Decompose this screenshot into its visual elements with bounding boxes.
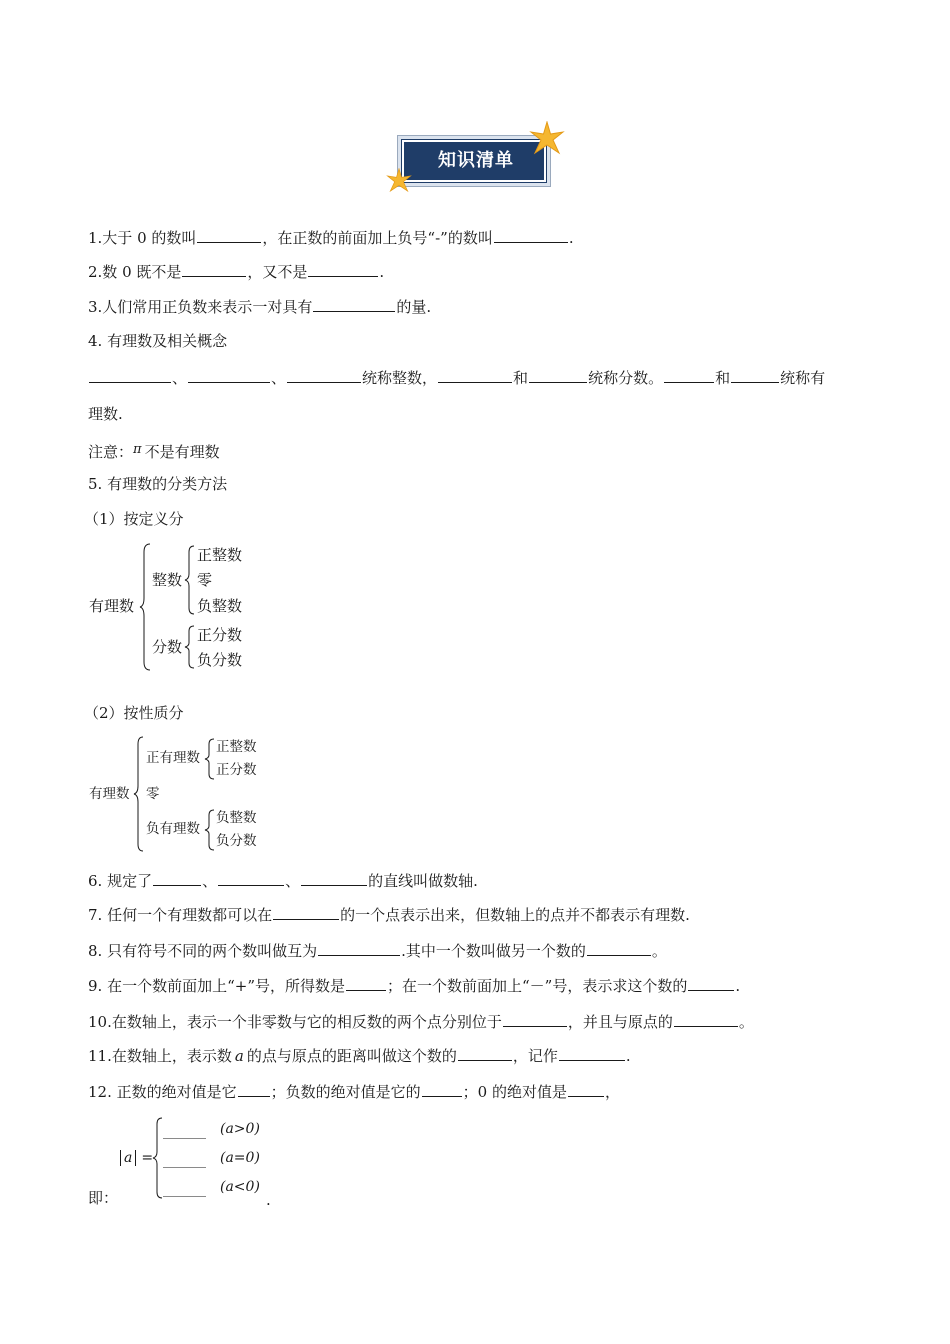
case-1-condition: (a>0) [220,1121,260,1137]
tree1-integer: 整数 [152,571,183,589]
q4-text-e: 统称分数。 [588,369,664,387]
tree1-positive-fraction: 正分数 [197,626,243,644]
case-1-blank[interactable] [163,1138,206,1139]
q12-text-c: ；0 的绝对值是 [462,1083,567,1101]
question-3 [88,297,431,317]
tree1-positive-integer: 正整数 [197,546,243,564]
note-label: 注意： [88,443,134,461]
q9-blank-1[interactable] [346,976,386,991]
abs-a-expression [120,1148,153,1168]
tree2-root: 有理数 [89,786,130,802]
q6-blank-1[interactable] [153,871,201,886]
question-9 [88,976,740,996]
question-5-title: 5. 有理数的分类方法 [88,475,228,493]
q6-blank-3[interactable] [301,871,367,886]
q4-blank-3[interactable] [287,368,361,383]
note-text: 不是有理数 [144,443,220,461]
q11-variable-a: a [234,1047,244,1065]
q4-blank-6[interactable] [664,368,714,383]
formula-end-period: . [266,1191,271,1209]
case-2-blank[interactable] [163,1167,206,1168]
q4-sep: 、 [271,369,287,387]
q11-text-b: 的点与原点的距离叫做这个数的 [246,1047,457,1065]
q12-text-b: ；负数的绝对值是它的 [270,1083,421,1101]
q2-blank-2[interactable] [308,262,378,277]
q2-blank-1[interactable] [182,262,246,277]
q6-text-a: 6. 规定了 [88,872,153,890]
question-8 [88,941,667,961]
q9-text-a: 9. 在一个数前面加上“+”号，所得数是 [88,977,345,995]
q3-text-a: 3.人们常用正负数来表示一对具有 [88,298,313,316]
star-icon [386,168,412,194]
brace-icon [184,624,196,670]
badge-plate [402,140,546,182]
q11-text-d: . [625,1047,631,1065]
tree1-fraction: 分数 [152,638,183,656]
q3-blank-1[interactable] [313,297,395,312]
q11-text-a: 11.在数轴上，表示数 [88,1047,232,1065]
q2-text-a: 2.数 0 既不是 [88,263,182,281]
abs-bars [120,1150,136,1166]
q1-blank-1[interactable] [197,228,261,243]
tree2-negative-rational: 负有理数 [146,821,200,837]
brace-icon [133,735,145,853]
question-1 [88,228,574,248]
q6-sep: 、 [202,872,218,890]
q4-blank-2[interactable] [188,368,270,383]
q4-blank-7[interactable] [731,368,779,383]
tree2-negative-fraction: 负分数 [216,833,257,849]
tree2-zero: 零 [146,786,160,802]
q8-blank-2[interactable] [587,941,651,956]
brace-icon [139,542,153,672]
q1-text-c: . [568,229,574,247]
q6-text-b: 的直线叫做数轴. [368,872,478,890]
q4-text-g: 统称有 [780,369,826,387]
equals-sign: = [141,1150,154,1166]
star-icon [529,121,565,157]
brace-icon [204,808,216,852]
question-2 [88,262,384,282]
brace-icon [204,737,216,781]
q10-blank-2[interactable] [674,1012,738,1027]
question-11 [88,1046,631,1066]
q12-text-d: ， [604,1083,620,1101]
q11-text-c: ，记作 [512,1047,558,1065]
q4-text-f: 和 [715,369,731,387]
q10-text-a: 10.在数轴上，表示一个非零数与它的相反数的两个点分别位于 [88,1013,502,1031]
tree1-negative-fraction: 负分数 [197,651,243,669]
q4-text-c: 统称整数， [362,369,438,387]
q4-blank-4[interactable] [438,368,512,383]
tree2-positive-rational: 正有理数 [146,750,200,766]
q10-blank-1[interactable] [503,1012,567,1027]
tree2-positive-integer: 正整数 [216,739,257,755]
pi-symbol: π [133,442,142,457]
q8-blank-1[interactable] [318,941,400,956]
q12-blank-3[interactable] [568,1082,604,1097]
case-2-condition: (a=0) [220,1150,260,1166]
classification-by-definition-title: （1）按定义分 [84,510,184,528]
q10-text-c: 。 [738,1013,754,1031]
classification-by-property-title: （2）按性质分 [84,704,184,722]
tree1-negative-integer: 负整数 [197,597,243,615]
q9-text-b: ；在一个数前面加上“－”号，表示求这个数的 [387,977,688,995]
q1-text-b: ，在正数的前面加上负号“-”的数叫 [262,229,493,247]
q4-blank-1[interactable] [89,368,171,383]
formula-label: 即： [88,1189,119,1207]
q9-text-c: . [735,977,741,995]
tree1-root: 有理数 [89,597,135,615]
brace-icon [152,1116,164,1200]
question-4-blanks [88,368,825,388]
q11-blank-2[interactable] [559,1046,625,1061]
q7-blank-1[interactable] [273,905,339,920]
tree1-zero: 零 [197,571,213,589]
q1-text-a: 1.大于 0 的数叫 [88,229,197,247]
tree2-positive-fraction: 正分数 [216,762,257,778]
q8-text-a: 8. 只有符号不同的两个数叫做互为 [88,942,318,960]
q3-text-b: 的量. [396,298,432,316]
section-title-badge [397,135,551,187]
section-title: 知识清单 [438,150,514,171]
q12-blank-2[interactable] [422,1082,462,1097]
tree2-negative-integer: 负整数 [216,810,257,826]
q7-text-a: 7. 任何一个有理数都可以在 [88,906,273,924]
q8-text-b: .其中一个数叫做另一个数的 [401,942,586,960]
case-3-condition: (a<0) [220,1179,260,1195]
question-4-note [88,440,220,462]
q10-text-b: ，并且与原点的 [567,1013,673,1031]
q6-sep: 、 [285,872,301,890]
question-4-title: 4. 有理数及相关概念 [88,332,228,350]
case-3-blank[interactable] [163,1196,206,1197]
q7-text-b: 的一个点表示出来，但数轴上的点并不都表示有理数. [340,906,690,924]
q1-blank-2[interactable] [494,228,568,243]
question-10 [88,1012,754,1032]
q2-text-c: . [379,263,385,281]
abs-variable: a [124,1150,133,1166]
q6-blank-2[interactable] [218,871,284,886]
brace-icon [184,544,196,616]
q11-blank-1[interactable] [458,1046,512,1061]
q12-text-a: 12. 正数的绝对值是它 [88,1083,237,1101]
q4-text-d: 和 [513,369,529,387]
q8-text-c: 。 [651,942,667,960]
question-6 [88,871,478,891]
q4-sep: 、 [172,369,188,387]
q4-blank-5[interactable] [529,368,587,383]
q12-blank-1[interactable] [238,1082,270,1097]
question-4-continuation: 理数. [88,405,123,423]
question-12 [88,1082,620,1102]
question-7 [88,905,690,925]
q9-blank-2[interactable] [688,976,734,991]
q2-text-b: ，又不是 [247,263,308,281]
